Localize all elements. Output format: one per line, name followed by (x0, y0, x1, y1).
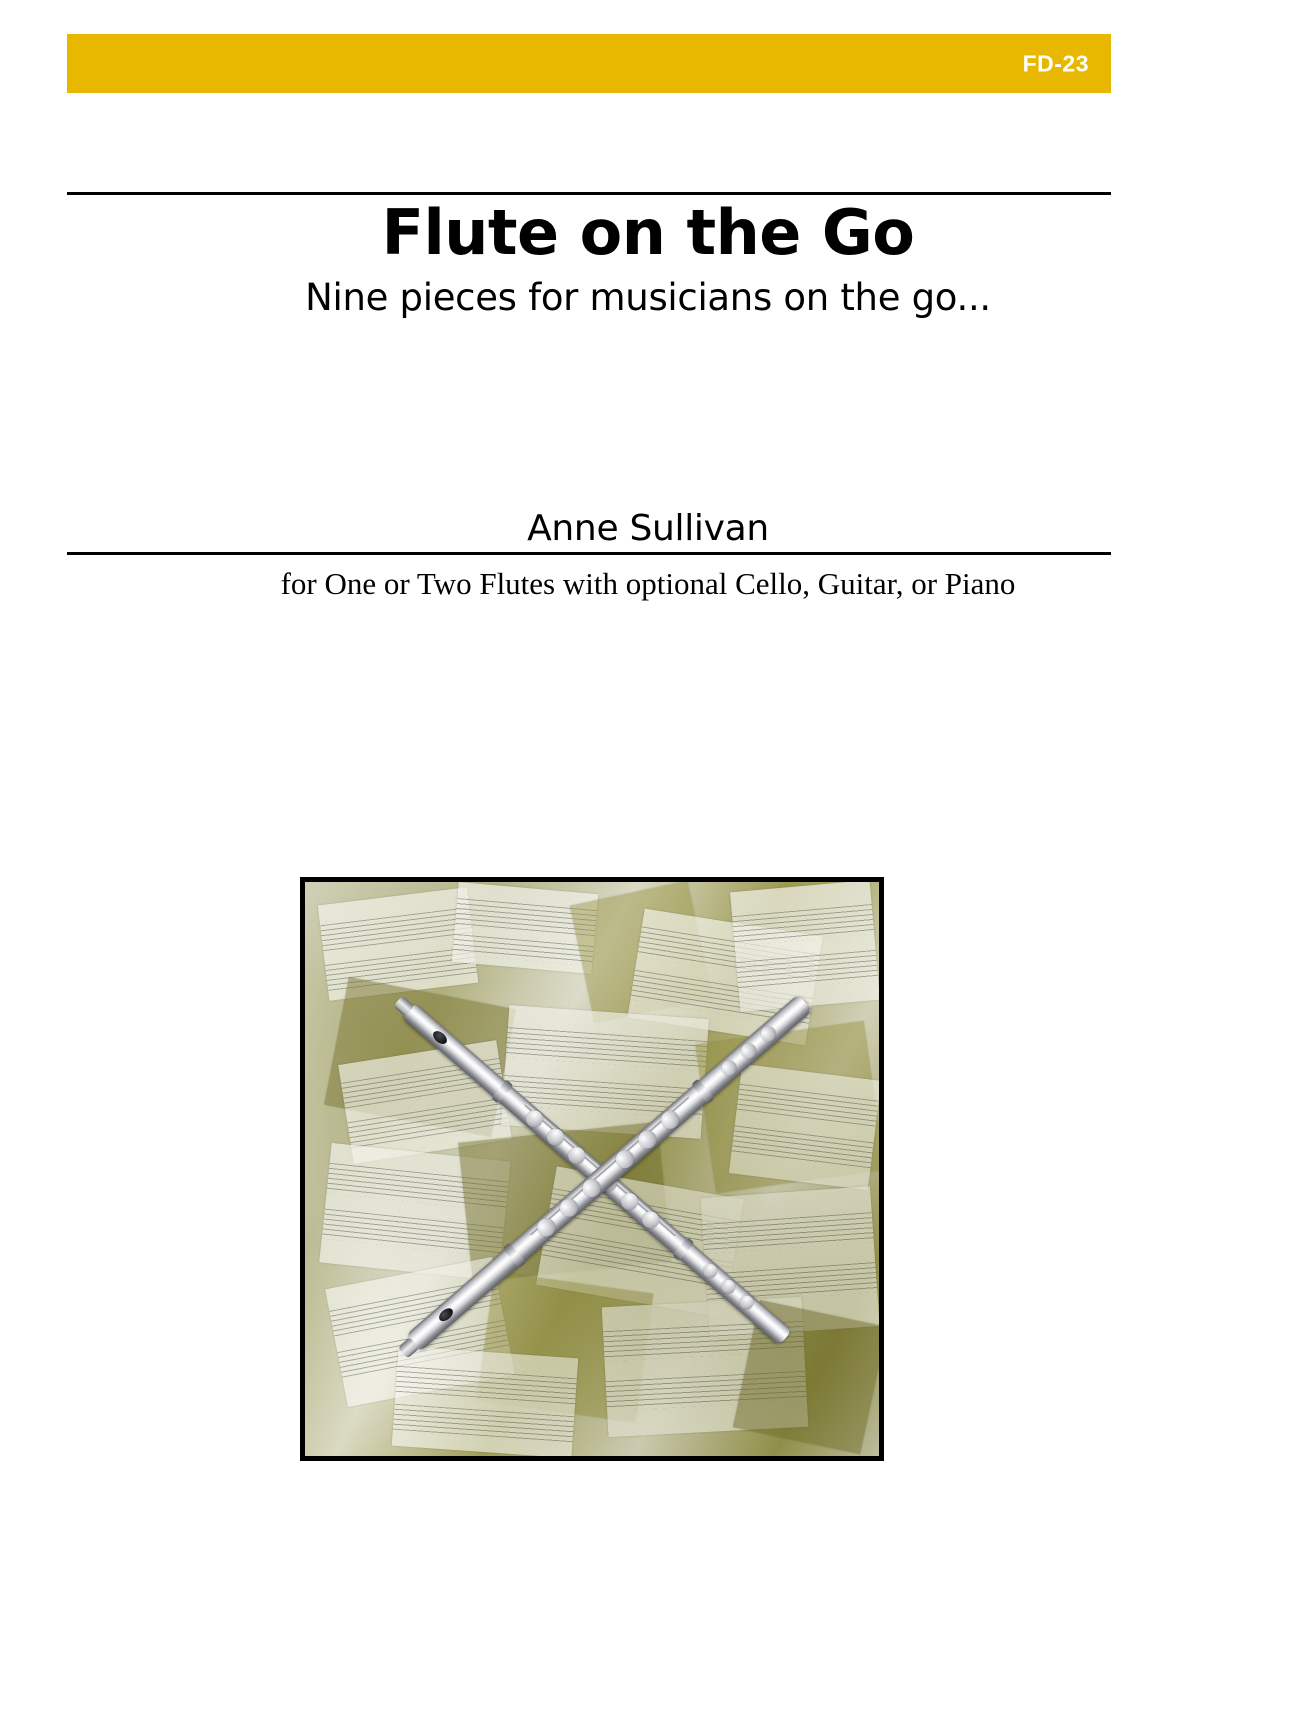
page-subtitle: Nine pieces for musicians on the go... (305, 276, 991, 319)
cover-artwork (300, 877, 884, 1461)
catalog-banner (67, 34, 1111, 93)
composer-name: Anne Sullivan (527, 508, 769, 549)
instrumentation-line: for One or Two Flutes with optional Cello, Guitar, or Piano (280, 566, 1016, 601)
title-top-rule (67, 192, 1111, 195)
page-title: Flute on the Go (381, 196, 915, 269)
title-bottom-rule (67, 552, 1111, 555)
catalog-code: FD-23 (1022, 50, 1089, 76)
